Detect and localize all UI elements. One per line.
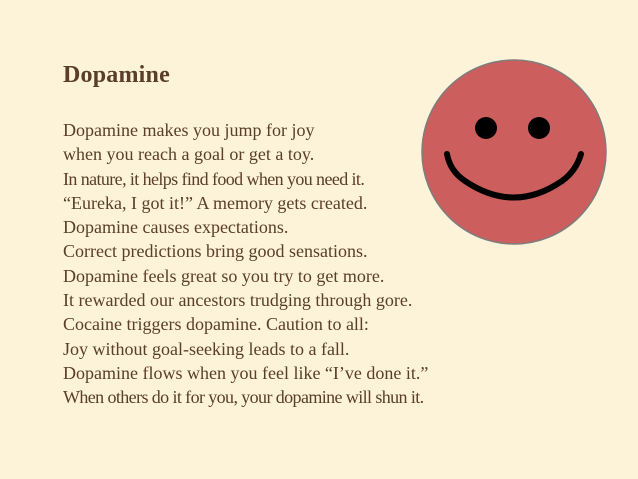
- poem-line: Dopamine causes expectations.: [63, 217, 289, 238]
- right-eye: [528, 117, 550, 139]
- left-eye: [475, 117, 497, 139]
- poem-line: Dopamine feels great so you try to get more.: [63, 265, 385, 286]
- poem-line: Dopamine flows when you feel like “I’ve done it.”: [63, 362, 429, 383]
- poem-line: When others do it for you, your dopamine will shun it.: [63, 387, 424, 408]
- poem-line: “Eureka, I got it!” A memory gets created.: [63, 192, 368, 213]
- face-circle: [422, 60, 606, 244]
- slide-title: Dopamine: [63, 62, 170, 88]
- poem-line: when you reach a goal or get a toy.: [63, 144, 315, 165]
- poem-line: Correct predictions bring good sensations.: [63, 241, 368, 262]
- poem-line: It rewarded our ancestors trudging through gore.: [63, 290, 413, 311]
- smiley-face-icon: [420, 58, 608, 246]
- poem-line: Cocaine triggers dopamine. Caution to all:: [63, 314, 369, 335]
- poem-line: Dopamine makes you jump for joy: [63, 120, 315, 140]
- poem-text: [63, 118, 428, 410]
- poem-line: Joy without goal-seeking leads to a fall.: [63, 338, 350, 359]
- poem-line: In nature, it helps find food when you need it.: [63, 168, 365, 189]
